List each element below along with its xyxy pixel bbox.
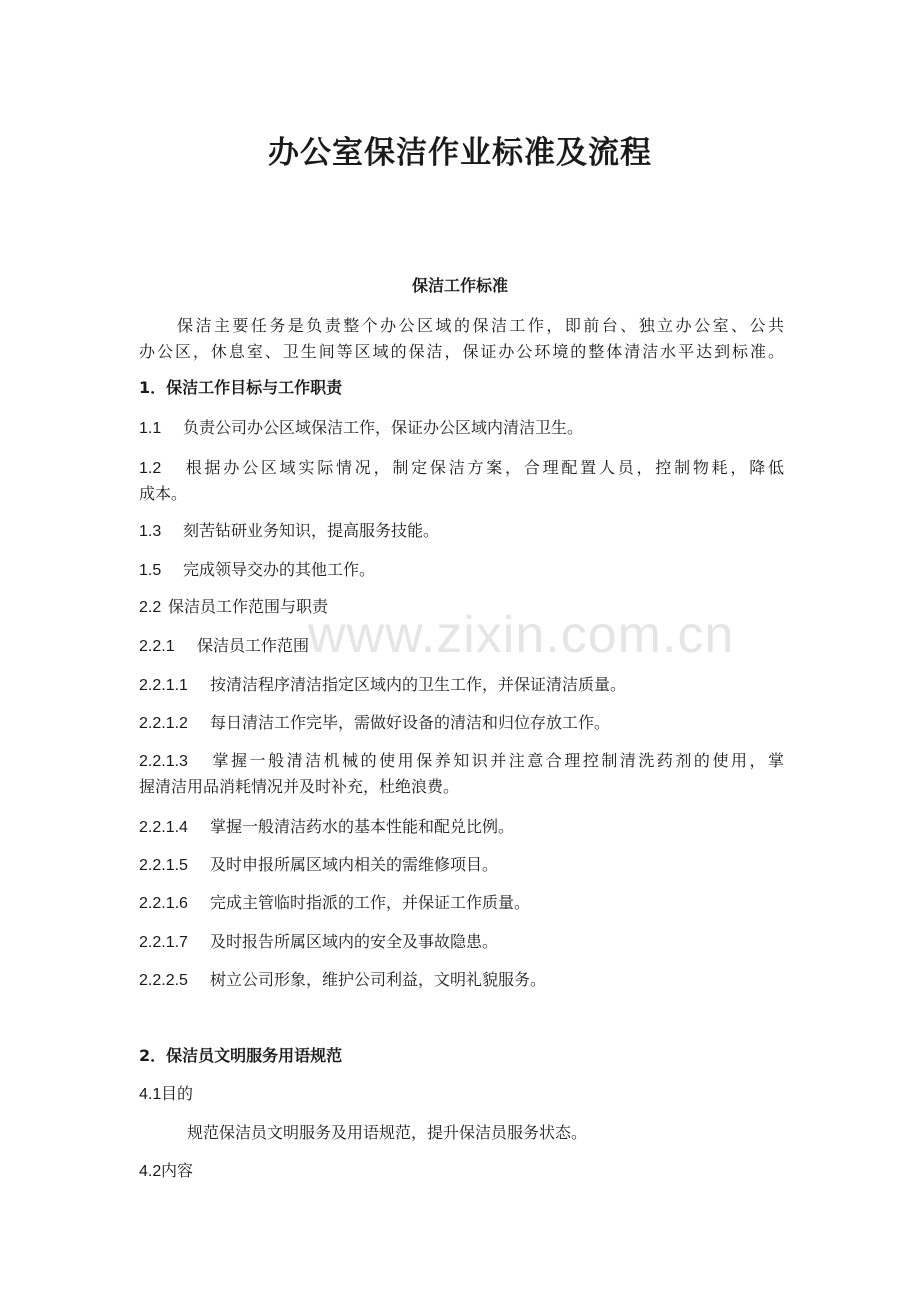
item-text: 完成主管临时指派的工作，并保证工作质量。 (210, 893, 531, 912)
list-item (139, 672, 784, 699)
item-text: 掌握一般清洁药水的基本性能和配兑比例。 (210, 817, 515, 836)
item-number: 2.2 (139, 599, 162, 616)
item-number: 4.1 (139, 1086, 162, 1103)
item-number: 2.2.1.1 (139, 677, 188, 694)
item-text: 目的 (161, 1084, 194, 1103)
item-number: 2.2.1.2 (139, 715, 188, 732)
item-text: 根据办公区域实际情况，制定保洁方案，合理配置人员，控制物耗，降低 (183, 458, 784, 477)
intro-paragraph-line-2: 办公区，休息室、卫生间等区域的保洁，保证办公环境的整体清洁水平达到标准。 (139, 342, 784, 361)
list-item (139, 557, 784, 584)
section-subtitle: 保洁工作标准 (411, 276, 508, 295)
item-number: 2.2.1.3 (139, 753, 188, 770)
list-item-continuation: 成本。 (139, 484, 188, 503)
item-number: 4.2 (139, 1163, 162, 1180)
item-number: 2.2.1.4 (139, 819, 188, 836)
item-text: 每日清洁工作完毕，需做好设备的清洁和归位存放工作。 (210, 713, 611, 732)
section-1-heading: 1．保洁工作目标与工作职责 (139, 378, 343, 397)
watermark: www.zixin.com.cn (308, 606, 735, 664)
list-item-continuation: 握清洁用品消耗情况并及时补充，杜绝浪费。 (139, 777, 460, 796)
item-text: 保洁员工作范围与职责 (168, 597, 329, 616)
list-item (139, 748, 784, 775)
item-text: 及时报告所属区域内的安全及事故隐患。 (210, 932, 499, 951)
list-item (139, 455, 784, 482)
item-number: 2.2.1.5 (139, 857, 188, 874)
item-number: 1.3 (139, 523, 162, 540)
item-text: 保洁员工作范围 (197, 636, 310, 655)
paragraph: 规范保洁员文明服务及用语规范，提升保洁员服务状态。 (187, 1123, 588, 1142)
list-item (139, 1158, 784, 1185)
item-number: 1.1 (139, 420, 162, 437)
list-item (139, 518, 784, 545)
item-text: 完成领导交办的其他工作。 (183, 560, 376, 579)
document-title: 办公室保洁作业标准及流程 (268, 135, 652, 171)
item-text: 掌握一般清洁机械的使用保养知识并注意合理控制清洗药剂的使用，掌 (210, 751, 784, 770)
item-text: 内容 (161, 1161, 194, 1180)
list-item (139, 710, 784, 737)
item-number: 2.2.1.6 (139, 895, 188, 912)
list-item (139, 967, 784, 994)
item-text: 刻苦钻研业务知识，提高服务技能。 (183, 521, 440, 540)
item-number: 1.2 (139, 460, 162, 477)
item-text: 按清洁程序清洁指定区域内的卫生工作，并保证清洁质量。 (210, 675, 627, 694)
item-number: 2.2.1 (139, 638, 175, 655)
intro-paragraph-line-1: 保洁主要任务是负责整个办公区域的保洁工作，即前台、独立办公室、公共 (177, 316, 784, 335)
item-text: 负责公司办公区域保洁工作，保证办公区域内清洁卫生。 (183, 418, 584, 437)
list-item (139, 1081, 784, 1108)
item-number: 2.2.1.7 (139, 934, 188, 951)
item-text: 及时申报所属区域内相关的需维修项目。 (210, 855, 499, 874)
list-item (139, 852, 784, 879)
item-text: 树立公司形象，维护公司利益，文明礼貌服务。 (210, 970, 547, 989)
section-2-heading: 2．保洁员文明服务用语规范 (139, 1046, 343, 1065)
list-item (139, 814, 784, 841)
item-number: 2.2.2.5 (139, 972, 188, 989)
list-item (139, 415, 784, 442)
list-item (139, 929, 784, 956)
item-number: 1.5 (139, 562, 162, 579)
list-item (139, 890, 784, 917)
